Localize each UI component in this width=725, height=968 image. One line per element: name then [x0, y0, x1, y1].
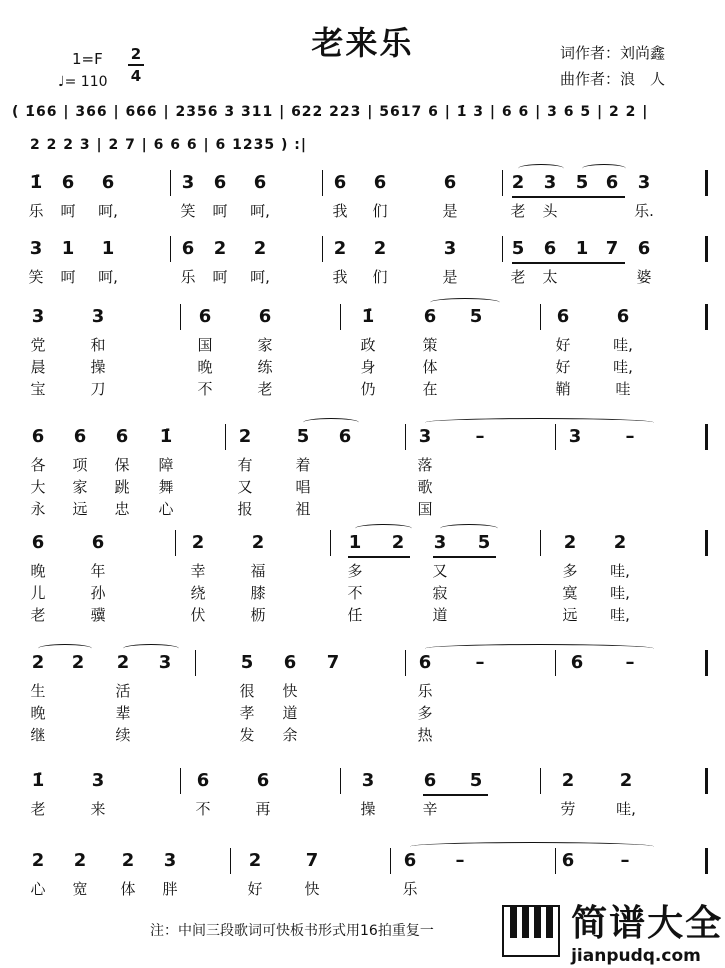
lyric-char: 活 [115, 682, 131, 700]
lyric-char: 操 [90, 358, 106, 376]
barline [340, 768, 341, 794]
lyric-char: 远 [562, 606, 578, 624]
note: 6 [181, 238, 195, 259]
note: 3 [163, 850, 177, 871]
lyric-char: 哇, [613, 358, 633, 376]
note: 6 [570, 652, 584, 673]
barline [322, 236, 323, 262]
lyric-char: 呵, [98, 268, 118, 286]
tie-slur [303, 418, 359, 427]
note: 2 [213, 238, 227, 259]
lyric-char: 多 [562, 562, 578, 580]
lyric-char: 乐 [28, 202, 44, 220]
barline [170, 170, 171, 196]
note: 1̇ [31, 770, 45, 791]
lyric-char: 哇, [613, 336, 633, 354]
note: 3 [158, 652, 172, 673]
note: 6 [256, 770, 270, 791]
lyricist-credit: 词作者：刘尚鑫 [560, 44, 666, 62]
composer-credit: 曲作者：浪 人 [560, 70, 666, 88]
note: 3 [361, 770, 375, 791]
note: 6 [258, 306, 272, 327]
lyric-char: 孝 [239, 704, 255, 722]
lyric-char: 心 [158, 500, 174, 518]
end-barline [705, 848, 708, 874]
lyric-char: 们 [372, 202, 388, 220]
lyric-char: 伏 [190, 606, 206, 624]
tie-slur [440, 524, 498, 533]
barline [330, 530, 331, 556]
note: 6 [543, 238, 557, 259]
quarter-note-icon: ♩ [58, 74, 65, 90]
tie-slur [582, 164, 626, 173]
note: 1̇ [29, 172, 43, 193]
lyric-char: 体 [422, 358, 438, 376]
barline [225, 424, 226, 450]
note: – [620, 850, 630, 871]
lyric-char: 家 [257, 336, 273, 354]
note: 6 [61, 172, 75, 193]
barline [195, 650, 196, 676]
tie-slur [123, 644, 179, 653]
lyric-char: 落 [417, 456, 433, 474]
tie-slur [430, 298, 500, 307]
lyric-char: 哇, [616, 800, 636, 818]
barline [555, 424, 556, 450]
piano-keys-icon [502, 905, 560, 957]
note: 5 [469, 306, 483, 327]
note: 2 [251, 532, 265, 553]
lyric-char: 在 [422, 380, 438, 398]
lyric-char: 舞 [158, 478, 174, 496]
lyric-char: 绕 [190, 584, 206, 602]
lyric-char: 哇, [610, 562, 630, 580]
note: 5 [469, 770, 483, 791]
lyric-char: 障 [158, 456, 174, 474]
end-barline [705, 768, 708, 794]
barline [322, 170, 323, 196]
note: – [475, 652, 485, 673]
intro-line-1: ( 1̇66 | 366 | 666 | 2356 3 311 | 622 223 | 5617 6 | 1̇ 3 | 6 6 | 3 6 5 | 2 2 | [12, 104, 649, 120]
lyric-char: 我 [332, 202, 348, 220]
barline [540, 304, 541, 330]
beam-underline [423, 794, 488, 796]
end-barline [705, 530, 708, 556]
lyric-char: 呵 [212, 202, 228, 220]
lyric-char: 好 [247, 880, 263, 898]
note: 6 [196, 770, 210, 791]
note: 3 [31, 306, 45, 327]
note: 2 [563, 532, 577, 553]
lyric-char: 很 [239, 682, 255, 700]
note: 6 [91, 532, 105, 553]
lyric-char: 继 [30, 726, 46, 744]
barline [180, 304, 181, 330]
note: 6 [253, 172, 267, 193]
note: 1 [575, 238, 589, 259]
lyric-char: 乐 [417, 682, 433, 700]
note: 6 [198, 306, 212, 327]
beam-underline [348, 556, 410, 558]
lyric-char: 刀 [90, 380, 106, 398]
tie-slur [410, 842, 654, 851]
lyric-char: 晚 [30, 704, 46, 722]
lyric-char: 儿 [30, 584, 46, 602]
lyric-char: 寞 [562, 584, 578, 602]
lyric-char: 任 [347, 606, 363, 624]
end-barline [705, 424, 708, 450]
barline [390, 848, 391, 874]
note: 5 [296, 426, 310, 447]
lyric-char: 老 [30, 606, 46, 624]
lyric-char: 福 [250, 562, 266, 580]
lyric-char: 有 [237, 456, 253, 474]
lyric-char: 多 [347, 562, 363, 580]
lyric-char: 快 [282, 682, 298, 700]
lyric-char: 又 [432, 562, 448, 580]
barline [405, 424, 406, 450]
note: 2 [613, 532, 627, 553]
lyric-char: 年 [90, 562, 106, 580]
note: 3 [568, 426, 582, 447]
lyric-char: 胖 [162, 880, 178, 898]
intro-line-2: 2 2 2 3 | 2 7 | 6 6 6 | 6 1235 ) :| [30, 137, 307, 153]
end-barline [705, 304, 708, 330]
lyric-char: 宽 [72, 880, 88, 898]
meter-top: 2 [130, 45, 142, 63]
note: 7 [326, 652, 340, 673]
note: 2 [391, 532, 405, 553]
note: 2 [121, 850, 135, 871]
note: 3 [181, 172, 195, 193]
note: 5 [240, 652, 254, 673]
note: 6 [283, 652, 297, 673]
lyric-char: 报 [237, 500, 253, 518]
note: 6 [31, 532, 45, 553]
lyric-char: 身 [360, 358, 376, 376]
key-signature: 1=F [72, 50, 103, 68]
note: 2 [253, 238, 267, 259]
lyric-char: 保 [114, 456, 130, 474]
note: 6 [561, 850, 575, 871]
note: 6 [333, 172, 347, 193]
lyric-char: 体 [120, 880, 136, 898]
lyric-char: 歌 [417, 478, 433, 496]
note: 6 [403, 850, 417, 871]
lyric-char: 心 [30, 880, 46, 898]
note: 1 [101, 238, 115, 259]
time-signature [128, 45, 144, 85]
lyric-char: 操 [360, 800, 376, 818]
note: 1 [61, 238, 75, 259]
meter-bottom: 4 [130, 67, 142, 85]
barline [180, 768, 181, 794]
lyric-char: 余 [282, 726, 298, 744]
lyric-char: 党 [30, 336, 46, 354]
tempo-marking [58, 74, 108, 90]
note: 2 [71, 652, 85, 673]
lyric-char: 头 [542, 202, 558, 220]
note: 3 [91, 306, 105, 327]
barline [170, 236, 171, 262]
lyric-char: 来 [90, 800, 106, 818]
lyric-char: 膝 [250, 584, 266, 602]
lyric-char: 呵, [98, 202, 118, 220]
lyric-char: 唱 [295, 478, 311, 496]
lyric-char: 续 [115, 726, 131, 744]
note: 6 [637, 238, 651, 259]
lyric-char: 太 [542, 268, 558, 286]
site-logo [502, 895, 723, 966]
note: 3 [418, 426, 432, 447]
note: 6 [373, 172, 387, 193]
note: 6 [115, 426, 129, 447]
note: 2 [373, 238, 387, 259]
lyric-char: 辛 [422, 800, 438, 818]
tie-slur [355, 524, 412, 533]
lyric-char: 快 [304, 880, 320, 898]
lyric-char: 宝 [30, 380, 46, 398]
brand-name: 简谱大全 [571, 903, 724, 944]
lyric-char: 呵 [60, 268, 76, 286]
lyric-char: 笑 [28, 268, 44, 286]
lyric-char: 笑 [180, 202, 196, 220]
lyric-char: 孙 [90, 584, 106, 602]
tie-slur [425, 644, 654, 653]
barline [540, 768, 541, 794]
lyric-char: 练 [257, 358, 273, 376]
lyric-char: 老 [510, 202, 526, 220]
note: 6 [556, 306, 570, 327]
tie-slur [518, 164, 564, 173]
lyric-char: 各 [30, 456, 46, 474]
barline [405, 650, 406, 676]
note: 6 [443, 172, 457, 193]
meter-line [128, 64, 144, 66]
note: 2 [561, 770, 575, 791]
barline [230, 848, 231, 874]
note: – [455, 850, 465, 871]
note: 3 [443, 238, 457, 259]
note: 2 [191, 532, 205, 553]
lyric-char: 道 [282, 704, 298, 722]
barline [340, 304, 341, 330]
lyric-char: 祖 [295, 500, 311, 518]
barline [555, 650, 556, 676]
note: 6 [616, 306, 630, 327]
lyric-char: 呵 [60, 202, 76, 220]
lyric-char: 辈 [115, 704, 131, 722]
tempo-value: = 110 [64, 74, 108, 90]
lyric-char: 枥 [250, 606, 266, 624]
lyric-char: 发 [239, 726, 255, 744]
lyric-char: 好 [555, 336, 571, 354]
lyric-char: 永 [30, 500, 46, 518]
lyric-char: 呵, [250, 268, 270, 286]
lyric-char: 热 [417, 726, 433, 744]
note: 2 [73, 850, 87, 871]
lyric-char: 乐 [180, 268, 196, 286]
note: 6 [101, 172, 115, 193]
note: 6 [31, 426, 45, 447]
lyric-char: 远 [72, 500, 88, 518]
barline [540, 530, 541, 556]
note: 3 [91, 770, 105, 791]
end-barline [705, 170, 708, 196]
note: 6 [213, 172, 227, 193]
note: 3 [637, 172, 651, 193]
lyric-char: 着 [295, 456, 311, 474]
barline [175, 530, 176, 556]
lyric-char: 劳 [560, 800, 576, 818]
lyric-char: 呵, [250, 202, 270, 220]
lyric-char: 老 [30, 800, 46, 818]
brand-url: jianpudq.com [571, 946, 701, 966]
lyric-char: 不 [195, 800, 211, 818]
note: 7 [605, 238, 619, 259]
lyric-char: 生 [30, 682, 46, 700]
lyric-char: 哇, [610, 584, 630, 602]
lyric-char: 幸 [190, 562, 206, 580]
lyric-char: 们 [372, 268, 388, 286]
end-barline [705, 650, 708, 676]
note: 2 [116, 652, 130, 673]
song-title: 老来乐 [311, 24, 414, 62]
beam-underline [512, 196, 625, 198]
note: 2 [31, 652, 45, 673]
lyric-char: 是 [442, 268, 458, 286]
lyric-char: 晨 [30, 358, 46, 376]
barline [502, 236, 503, 262]
lyric-char: 乐. [634, 202, 654, 220]
lyric-char: 大 [30, 478, 46, 496]
note: 3 [433, 532, 447, 553]
tie-slur [425, 418, 654, 427]
beam-underline [433, 556, 496, 558]
note: – [475, 426, 485, 447]
lyric-char: 我 [332, 268, 348, 286]
lyric-char: 不 [347, 584, 363, 602]
note: 2 [619, 770, 633, 791]
note: 6 [423, 306, 437, 327]
lyric-char: 寂 [432, 584, 448, 602]
note: – [625, 426, 635, 447]
lyric-char: 是 [442, 202, 458, 220]
note: 2 [248, 850, 262, 871]
note: 6 [338, 426, 352, 447]
lyric-char: 呵 [212, 268, 228, 286]
lyric-char: 仍 [360, 380, 376, 398]
lyric-char: 晚 [30, 562, 46, 580]
lyric-char: 哇 [615, 380, 631, 398]
note: 3 [29, 238, 43, 259]
note: 7 [305, 850, 319, 871]
lyric-char: 政 [360, 336, 376, 354]
note: 2 [511, 172, 525, 193]
lyric-char: 晚 [197, 358, 213, 376]
lyric-char: 乐 [402, 880, 418, 898]
lyric-char: 和 [90, 336, 106, 354]
lyric-char: 多 [417, 704, 433, 722]
lyric-char: 婆 [636, 268, 652, 286]
note: 6 [605, 172, 619, 193]
note: – [625, 652, 635, 673]
lyric-char: 老 [510, 268, 526, 286]
barline [502, 170, 503, 196]
lyric-char: 骥 [90, 606, 106, 624]
tie-slur [38, 644, 92, 653]
lyric-char: 再 [255, 800, 271, 818]
note: 3 [543, 172, 557, 193]
brand-block [571, 895, 723, 966]
lyric-char: 家 [72, 478, 88, 496]
note: 6 [418, 652, 432, 673]
note: 5 [575, 172, 589, 193]
lyric-char: 忠 [114, 500, 130, 518]
footer-note: 注：中间三段歌词可快板书形式用16拍重复一 [150, 923, 434, 939]
note: 1 [348, 532, 362, 553]
note: 5 [511, 238, 525, 259]
lyric-char: 项 [72, 456, 88, 474]
lyric-char: 道 [432, 606, 448, 624]
lyric-char: 好 [555, 358, 571, 376]
lyric-char: 策 [422, 336, 438, 354]
note: 6 [423, 770, 437, 791]
end-barline [705, 236, 708, 262]
lyric-char: 又 [237, 478, 253, 496]
lyric-char: 老 [257, 380, 273, 398]
barline [555, 848, 556, 874]
lyric-char: 跳 [114, 478, 130, 496]
lyric-char: 不 [197, 380, 213, 398]
lyric-char: 国 [417, 500, 433, 518]
beam-underline [512, 262, 625, 264]
note: 6 [73, 426, 87, 447]
lyric-char: 哇, [610, 606, 630, 624]
note: 5 [477, 532, 491, 553]
note: 2 [31, 850, 45, 871]
lyric-char: 鞘 [555, 380, 571, 398]
note: 2 [333, 238, 347, 259]
lyric-char: 国 [197, 336, 213, 354]
note: 1̇ [361, 306, 375, 327]
note: 2 [238, 426, 252, 447]
note: 1̇ [159, 426, 173, 447]
